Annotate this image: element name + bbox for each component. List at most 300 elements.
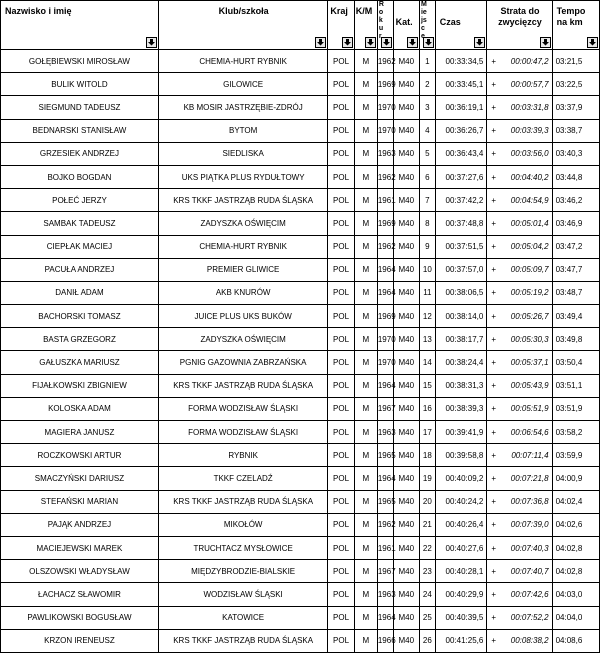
- cell-year: 1962: [377, 235, 393, 258]
- cell-country: POL: [328, 119, 354, 142]
- cell-name: GAŁUSZKA MARIUSZ: [1, 351, 159, 374]
- strata-sign: +: [491, 149, 496, 159]
- cell-time: 00:38:31,3: [435, 374, 487, 397]
- cell-tempo: 04:02,6: [552, 513, 599, 536]
- strata-value: 00:05:37,1: [510, 358, 549, 368]
- strata-sign: +: [491, 589, 496, 599]
- cell-strata: [487, 119, 552, 142]
- cell-cat: M40: [393, 606, 419, 629]
- strata-sign: +: [491, 427, 496, 437]
- cell-strata: [487, 351, 552, 374]
- cell-year: 1964: [377, 606, 393, 629]
- table-row: [1, 560, 600, 583]
- cell-cat: M40: [393, 142, 419, 165]
- cell-club: TRUCHTACZ MYSŁOWICE: [158, 536, 327, 559]
- cell-club: WODZISŁAW ŚLĄSKI: [158, 583, 327, 606]
- strata-sign: +: [491, 381, 496, 391]
- filter-dropdown-icon[interactable]: [540, 37, 551, 48]
- cell-place: 8: [419, 212, 435, 235]
- strata-sign: +: [491, 450, 496, 460]
- cell-tempo: 03:51,9: [552, 397, 599, 420]
- cell-strata: [487, 490, 552, 513]
- strata-value: 00:07:52,2: [510, 613, 549, 623]
- cell-year: 1963: [377, 142, 393, 165]
- cell-place: 1: [419, 50, 435, 73]
- strata-value: 00:05:09,7: [510, 265, 549, 275]
- col-header-country: [328, 1, 354, 50]
- strata-sign: +: [491, 79, 496, 89]
- strata-value: 00:03:39,3: [510, 126, 549, 136]
- cell-name: GRZESIEK ANDRZEJ: [1, 142, 159, 165]
- cell-strata: [487, 96, 552, 119]
- cell-strata: [487, 513, 552, 536]
- cell-sex: M: [354, 258, 377, 281]
- cell-year: 1963: [377, 583, 393, 606]
- table-row: [1, 212, 600, 235]
- table-row: [1, 351, 600, 374]
- cell-cat: M40: [393, 165, 419, 188]
- results-body: [1, 50, 600, 653]
- cell-club: AKB KNURÓW: [158, 281, 327, 304]
- cell-strata: [487, 536, 552, 559]
- cell-year: 1967: [377, 397, 393, 420]
- table-row: [1, 629, 600, 652]
- cell-name: KOLOSKA ADAM: [1, 397, 159, 420]
- cell-sex: M: [354, 281, 377, 304]
- strata-sign: +: [491, 265, 496, 275]
- cell-sex: M: [354, 189, 377, 212]
- cell-tempo: 03:40,3: [552, 142, 599, 165]
- cell-name: KRZON IRENEUSZ: [1, 629, 159, 652]
- strata-value: 00:03:31,8: [510, 102, 549, 112]
- cell-place: 6: [419, 165, 435, 188]
- cell-time: 00:36:19,1: [435, 96, 487, 119]
- strata-value: 00:00:57,7: [510, 79, 549, 89]
- cell-club: BYTOM: [158, 119, 327, 142]
- strata-value: 00:07:11,4: [511, 450, 549, 460]
- cell-club: RYBNIK: [158, 444, 327, 467]
- cell-sex: M: [354, 235, 377, 258]
- filter-dropdown-icon[interactable]: [381, 37, 392, 48]
- cell-time: 00:38:06,5: [435, 281, 487, 304]
- strata-sign: +: [491, 56, 496, 66]
- col-header-club-label: Klub/szkoła: [218, 6, 269, 16]
- strata-sign: +: [491, 102, 496, 112]
- cell-year: 1966: [377, 629, 393, 652]
- cell-name: MAGIERA JANUSZ: [1, 421, 159, 444]
- cell-country: POL: [328, 490, 354, 513]
- cell-cat: M40: [393, 305, 419, 328]
- cell-name: BOJKO BOGDAN: [1, 165, 159, 188]
- cell-place: 10: [419, 258, 435, 281]
- cell-name: ROCZKOWSKI ARTUR: [1, 444, 159, 467]
- cell-tempo: 03:38,7: [552, 119, 599, 142]
- cell-time: 00:40:27,6: [435, 536, 487, 559]
- cell-place: 19: [419, 467, 435, 490]
- cell-sex: M: [354, 119, 377, 142]
- cell-name: BULIK WITOLD: [1, 73, 159, 96]
- cell-year: 1967: [377, 560, 393, 583]
- cell-time: 00:38:39,3: [435, 397, 487, 420]
- cell-place: 16: [419, 397, 435, 420]
- cell-place: 4: [419, 119, 435, 142]
- cell-year: 1970: [377, 96, 393, 119]
- cell-tempo: 03:46,9: [552, 212, 599, 235]
- cell-year: 1962: [377, 165, 393, 188]
- cell-country: POL: [328, 189, 354, 212]
- cell-sex: M: [354, 536, 377, 559]
- cell-year: 1970: [377, 328, 393, 351]
- cell-tempo: 04:02,8: [552, 560, 599, 583]
- strata-sign: +: [491, 404, 496, 414]
- header-row: [1, 1, 600, 50]
- cell-name: CIEPŁAK MACIEJ: [1, 235, 159, 258]
- cell-time: 00:33:34,5: [435, 50, 487, 73]
- table-row: [1, 189, 600, 212]
- cell-name: PACUŁA ANDRZEJ: [1, 258, 159, 281]
- cell-strata: [487, 629, 552, 652]
- cell-year: 1964: [377, 258, 393, 281]
- cell-tempo: 03:47,7: [552, 258, 599, 281]
- cell-name: BASTA GRZEGORZ: [1, 328, 159, 351]
- cell-country: POL: [328, 606, 354, 629]
- cell-cat: M40: [393, 583, 419, 606]
- cell-time: 00:40:28,1: [435, 560, 487, 583]
- strata-value: 00:07:39,0: [510, 520, 549, 530]
- cell-club: CHEMIA-HURT RYBNIK: [158, 50, 327, 73]
- table-row: [1, 96, 600, 119]
- cell-strata: [487, 374, 552, 397]
- cell-country: POL: [328, 281, 354, 304]
- strata-sign: +: [491, 311, 496, 321]
- cell-country: POL: [328, 397, 354, 420]
- col-header-tempo: [552, 1, 599, 50]
- strata-sign: +: [491, 543, 496, 553]
- cell-name: BEDNARSKI STANISŁAW: [1, 119, 159, 142]
- cell-name: BACHORSKI TOMASZ: [1, 305, 159, 328]
- cell-tempo: 04:04,0: [552, 606, 599, 629]
- col-header-country-label: Kraj: [330, 6, 348, 16]
- strata-value: 00:07:40,3: [510, 543, 549, 553]
- cell-place: 21: [419, 513, 435, 536]
- cell-name: FIJAŁKOWSKI ZBIGNIEW: [1, 374, 159, 397]
- cell-strata: [487, 142, 552, 165]
- cell-club: CHEMIA-HURT RYBNIK: [158, 235, 327, 258]
- cell-country: POL: [328, 235, 354, 258]
- cell-sex: M: [354, 212, 377, 235]
- table-row: [1, 374, 600, 397]
- cell-strata: [487, 583, 552, 606]
- cell-sex: M: [354, 513, 377, 536]
- cell-country: POL: [328, 467, 354, 490]
- cell-place: 5: [419, 142, 435, 165]
- cell-country: POL: [328, 73, 354, 96]
- col-header-strata: [487, 1, 552, 50]
- cell-country: POL: [328, 536, 354, 559]
- cell-country: POL: [328, 560, 354, 583]
- filter-dropdown-icon[interactable]: [474, 37, 485, 48]
- strata-sign: +: [491, 497, 496, 507]
- cell-country: POL: [328, 513, 354, 536]
- cell-club: MIKOŁÓW: [158, 513, 327, 536]
- table-row: [1, 490, 600, 513]
- cell-time: 00:40:09,2: [435, 467, 487, 490]
- cell-name: SAMBAK TADEUSZ: [1, 212, 159, 235]
- cell-cat: M40: [393, 50, 419, 73]
- cell-club: FORMA WODZISŁAW ŚLĄSKI: [158, 397, 327, 420]
- cell-name: DANIŁ ADAM: [1, 281, 159, 304]
- strata-value: 00:05:30,3: [510, 334, 549, 344]
- strata-value: 00:07:40,7: [510, 566, 549, 576]
- cell-club: GILOWICE: [158, 73, 327, 96]
- cell-time: 00:39:41,9: [435, 421, 487, 444]
- cell-time: 00:38:17,7: [435, 328, 487, 351]
- filter-dropdown-icon[interactable]: [342, 37, 353, 48]
- cell-club: FORMA WODZISŁAW ŚLĄSKI: [158, 421, 327, 444]
- cell-sex: M: [354, 397, 377, 420]
- col-header-sex: [354, 1, 377, 50]
- cell-tempo: 04:02,4: [552, 490, 599, 513]
- cell-place: 7: [419, 189, 435, 212]
- cell-sex: M: [354, 374, 377, 397]
- cell-club: SIEDLISKA: [158, 142, 327, 165]
- strata-value: 00:04:40,2: [510, 172, 549, 182]
- cell-strata: [487, 606, 552, 629]
- strata-value: 00:04:54,9: [510, 195, 549, 205]
- cell-cat: M40: [393, 189, 419, 212]
- table-row: [1, 258, 600, 281]
- cell-strata: [487, 258, 552, 281]
- cell-time: 00:41:25,6: [435, 629, 487, 652]
- cell-sex: M: [354, 96, 377, 119]
- table-row: [1, 165, 600, 188]
- cell-tempo: 04:08,6: [552, 629, 599, 652]
- filter-dropdown-icon[interactable]: [315, 37, 326, 48]
- strata-value: 00:05:26,7: [510, 311, 549, 321]
- strata-sign: +: [491, 195, 496, 205]
- cell-cat: M40: [393, 513, 419, 536]
- strata-value: 00:05:04,2: [510, 242, 549, 252]
- cell-name: PAJĄK ANDRZEJ: [1, 513, 159, 536]
- cell-place: 3: [419, 96, 435, 119]
- cell-strata: [487, 560, 552, 583]
- table-row: [1, 119, 600, 142]
- cell-cat: M40: [393, 212, 419, 235]
- strata-value: 00:05:01,4: [510, 218, 549, 228]
- cell-sex: M: [354, 73, 377, 96]
- cell-time: 00:37:27,6: [435, 165, 487, 188]
- cell-tempo: 04:00,9: [552, 467, 599, 490]
- cell-sex: M: [354, 165, 377, 188]
- cell-strata: [487, 444, 552, 467]
- cell-sex: M: [354, 421, 377, 444]
- cell-year: 1962: [377, 50, 393, 73]
- cell-country: POL: [328, 305, 354, 328]
- cell-place: 9: [419, 235, 435, 258]
- strata-value: 00:05:43,9: [510, 381, 549, 391]
- cell-name: ŁACHACZ SŁAWOMIR: [1, 583, 159, 606]
- cell-cat: M40: [393, 73, 419, 96]
- table-row: [1, 50, 600, 73]
- col-header-strata-label: Strata do zwycięzcy: [498, 6, 542, 27]
- cell-cat: M40: [393, 397, 419, 420]
- cell-country: POL: [328, 351, 354, 374]
- cell-time: 00:37:48,8: [435, 212, 487, 235]
- cell-place: 15: [419, 374, 435, 397]
- cell-club: KATOWICE: [158, 606, 327, 629]
- cell-year: 1965: [377, 490, 393, 513]
- cell-tempo: 03:37,9: [552, 96, 599, 119]
- cell-country: POL: [328, 421, 354, 444]
- table-row: [1, 513, 600, 536]
- cell-strata: [487, 165, 552, 188]
- cell-year: 1970: [377, 119, 393, 142]
- cell-country: POL: [328, 96, 354, 119]
- cell-tempo: 03:44,8: [552, 165, 599, 188]
- cell-time: 00:40:26,4: [435, 513, 487, 536]
- cell-strata: [487, 50, 552, 73]
- table-row: [1, 606, 600, 629]
- cell-year: 1970: [377, 351, 393, 374]
- filter-dropdown-icon[interactable]: [407, 37, 418, 48]
- strata-value: 00:07:42,6: [510, 589, 549, 599]
- cell-year: 1964: [377, 374, 393, 397]
- table-row: [1, 397, 600, 420]
- strata-value: 00:07:21,8: [510, 473, 549, 483]
- col-header-name-label: Nazwisko i imię: [5, 6, 72, 16]
- cell-tempo: 03:47,2: [552, 235, 599, 258]
- strata-value: 00:07:36,8: [510, 497, 549, 507]
- cell-year: 1963: [377, 421, 393, 444]
- cell-club: PGNIG GAZOWNIA ZABRZAŃSKA: [158, 351, 327, 374]
- strata-sign: +: [491, 520, 496, 530]
- table-row: [1, 467, 600, 490]
- table-row: [1, 536, 600, 559]
- cell-place: 18: [419, 444, 435, 467]
- strata-value: 00:06:54,6: [510, 427, 549, 437]
- table-row: [1, 305, 600, 328]
- table-row: [1, 235, 600, 258]
- filter-dropdown-icon[interactable]: [587, 37, 598, 48]
- strata-sign: +: [491, 242, 496, 252]
- cell-tempo: 03:59,9: [552, 444, 599, 467]
- cell-year: 1964: [377, 467, 393, 490]
- col-header-cat-label: Kat.: [395, 17, 413, 27]
- cell-sex: M: [354, 606, 377, 629]
- cell-country: POL: [328, 165, 354, 188]
- cell-place: 11: [419, 281, 435, 304]
- filter-dropdown-icon[interactable]: [423, 37, 434, 48]
- cell-tempo: 03:49,4: [552, 305, 599, 328]
- cell-time: 00:40:24,2: [435, 490, 487, 513]
- cell-club: KRS TKKF JASTRZĄB RUDA ŚLĄSKA: [158, 374, 327, 397]
- cell-place: 25: [419, 606, 435, 629]
- cell-sex: M: [354, 560, 377, 583]
- cell-place: 23: [419, 560, 435, 583]
- strata-sign: +: [491, 473, 496, 483]
- cell-sex: M: [354, 583, 377, 606]
- cell-cat: M40: [393, 328, 419, 351]
- cell-country: POL: [328, 629, 354, 652]
- strata-sign: +: [491, 218, 496, 228]
- filter-dropdown-icon[interactable]: [146, 37, 157, 48]
- cell-tempo: 03:49,8: [552, 328, 599, 351]
- cell-cat: M40: [393, 351, 419, 374]
- table-row: [1, 583, 600, 606]
- strata-sign: +: [491, 126, 496, 136]
- cell-sex: M: [354, 467, 377, 490]
- cell-year: 1961: [377, 536, 393, 559]
- cell-time: 00:33:45,1: [435, 73, 487, 96]
- cell-cat: M40: [393, 235, 419, 258]
- cell-country: POL: [328, 328, 354, 351]
- cell-sex: M: [354, 305, 377, 328]
- cell-cat: M40: [393, 490, 419, 513]
- col-header-club: [158, 1, 327, 50]
- cell-time: 00:38:24,4: [435, 351, 487, 374]
- cell-year: 1969: [377, 212, 393, 235]
- cell-country: POL: [328, 374, 354, 397]
- cell-name: GOŁĘBIEWSKI MIROSŁAW: [1, 50, 159, 73]
- cell-country: POL: [328, 142, 354, 165]
- cell-cat: M40: [393, 258, 419, 281]
- cell-name: STEFAŃSKI MARIAN: [1, 490, 159, 513]
- strata-value: 00:00:47,2: [510, 56, 549, 66]
- cell-sex: M: [354, 629, 377, 652]
- cell-place: 17: [419, 421, 435, 444]
- cell-tempo: 03:51,1: [552, 374, 599, 397]
- cell-strata: [487, 281, 552, 304]
- cell-club: UKS PIĄTKA PLUS RYDUŁTOWY: [158, 165, 327, 188]
- col-header-year: [377, 1, 393, 50]
- cell-time: 00:40:29,9: [435, 583, 487, 606]
- table-row: [1, 421, 600, 444]
- cell-tempo: 03:46,2: [552, 189, 599, 212]
- table-row: [1, 142, 600, 165]
- cell-club: KRS TKKF JASTRZĄB RUDA ŚLĄSKA: [158, 189, 327, 212]
- cell-strata: [487, 212, 552, 235]
- cell-sex: M: [354, 444, 377, 467]
- col-header-tempo-label: Tempo na km: [556, 6, 586, 27]
- strata-value: 00:05:19,2: [510, 288, 549, 298]
- col-header-place-label: Miejsc: [420, 1, 427, 32]
- cell-sex: M: [354, 142, 377, 165]
- cell-time: 00:38:14,0: [435, 305, 487, 328]
- filter-dropdown-icon[interactable]: [365, 37, 376, 48]
- cell-place: 14: [419, 351, 435, 374]
- cell-year: 1962: [377, 513, 393, 536]
- cell-place: 2: [419, 73, 435, 96]
- cell-name: MACIEJEWSKI MAREK: [1, 536, 159, 559]
- cell-tempo: 03:21,5: [552, 50, 599, 73]
- cell-tempo: 03:58,2: [552, 421, 599, 444]
- cell-club: ZADYSZKA OŚWIĘCIM: [158, 212, 327, 235]
- table-row: [1, 73, 600, 96]
- strata-sign: +: [491, 636, 496, 646]
- cell-country: POL: [328, 212, 354, 235]
- cell-country: POL: [328, 50, 354, 73]
- cell-strata: [487, 397, 552, 420]
- cell-strata: [487, 235, 552, 258]
- strata-sign: +: [491, 334, 496, 344]
- cell-club: PREMIER GLIWICE: [158, 258, 327, 281]
- cell-tempo: 03:50,4: [552, 351, 599, 374]
- cell-cat: M40: [393, 444, 419, 467]
- cell-name: PAWLIKOWSKI BOGUSŁAW: [1, 606, 159, 629]
- cell-strata: [487, 189, 552, 212]
- cell-strata: [487, 73, 552, 96]
- cell-name: SIEGMUND TADEUSZ: [1, 96, 159, 119]
